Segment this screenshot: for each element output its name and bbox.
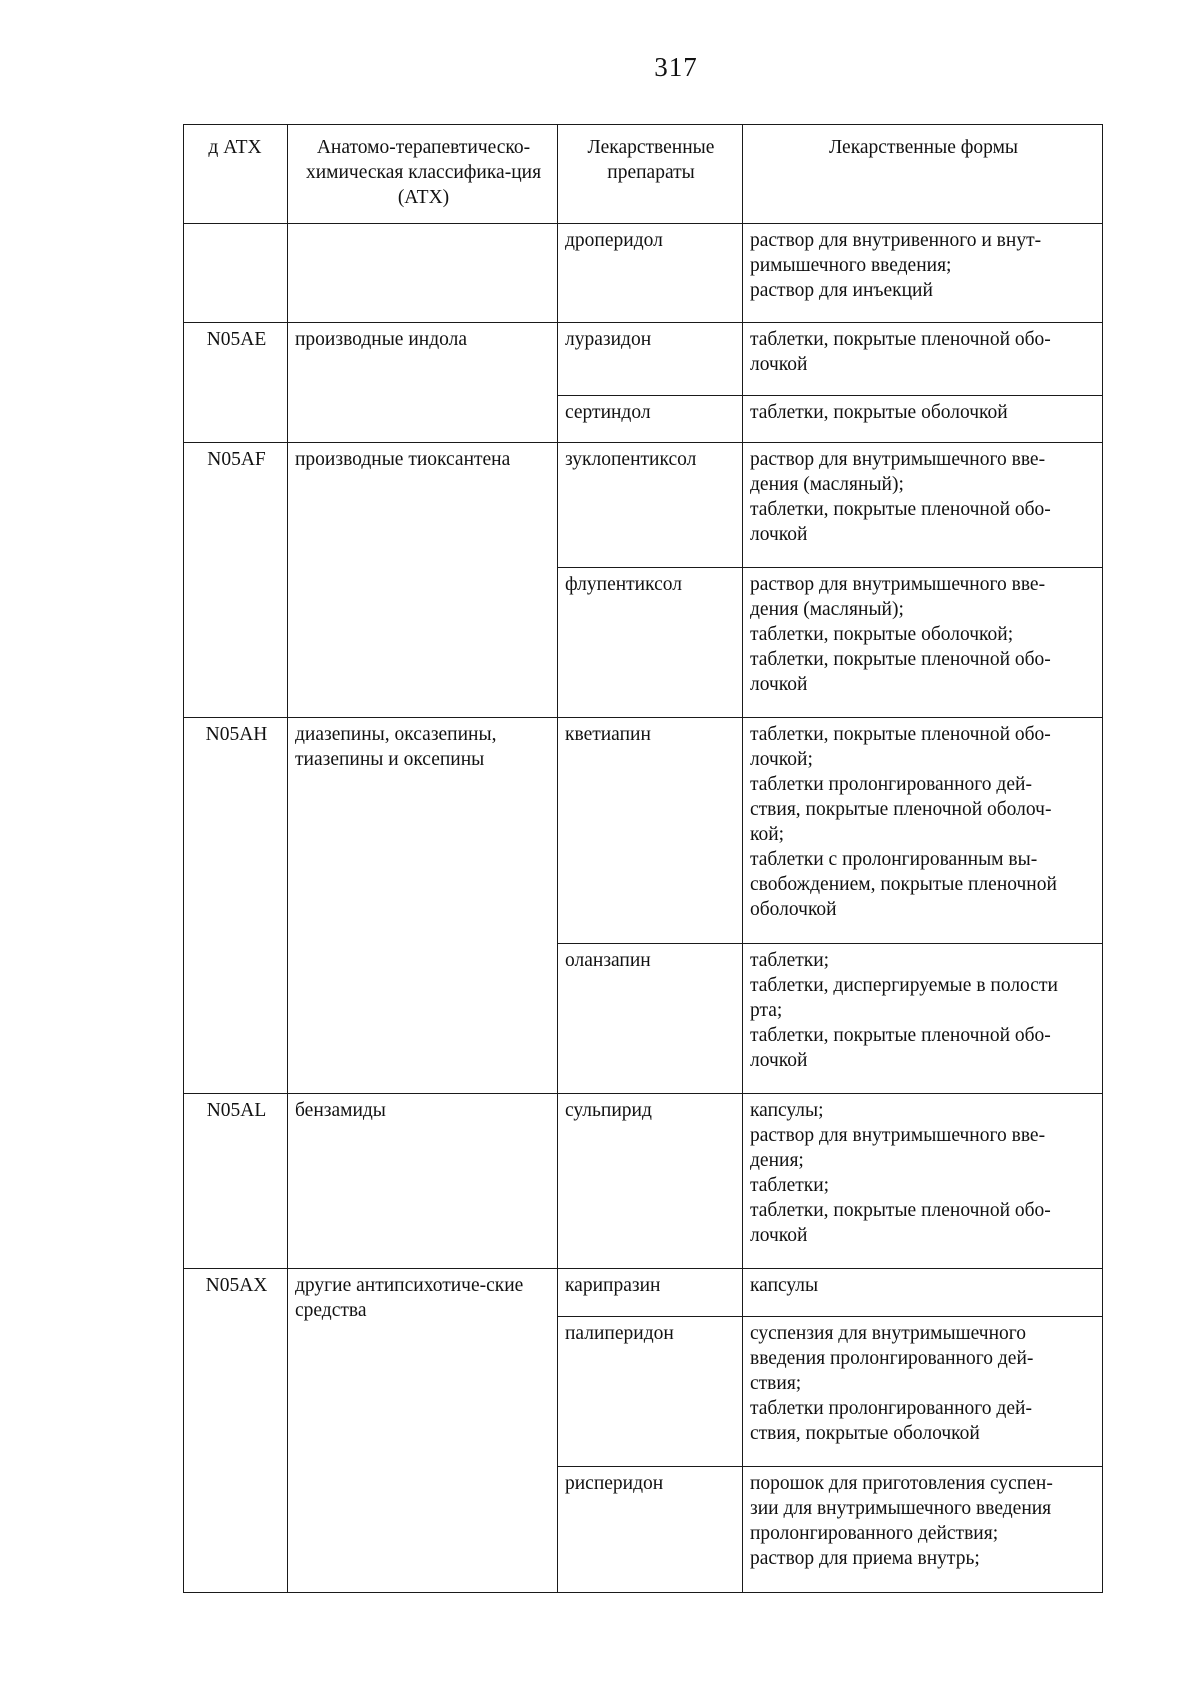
forms-cell bbox=[743, 323, 1103, 396]
form-line: таблетки, покрытые пленочной обо- bbox=[750, 329, 1051, 350]
form-line: кой; bbox=[750, 824, 785, 845]
table-row bbox=[184, 224, 1103, 323]
form-line: лочкой bbox=[750, 354, 808, 375]
form-line: капсулы; bbox=[750, 1100, 824, 1121]
atx-code-cell bbox=[184, 224, 288, 323]
form-line: римышечного введения; bbox=[750, 255, 952, 276]
forms-cell bbox=[743, 443, 1103, 568]
form-line: таблетки, покрытые пленочной обо- bbox=[750, 1025, 1051, 1046]
table-row bbox=[184, 1269, 1103, 1317]
drug-cell: рисперидон bbox=[558, 1467, 743, 1593]
drug-cell: дроперидол bbox=[558, 224, 743, 323]
form-line: суспензия для внутримышечного bbox=[750, 1323, 1027, 1344]
page-number: 317 bbox=[654, 52, 698, 82]
form-line: раствор для внутримышечного вве- bbox=[750, 1125, 1046, 1146]
drug-cell: зуклопентиксол bbox=[558, 443, 743, 568]
form-line: раствор для инъекций bbox=[750, 280, 933, 301]
table-row bbox=[184, 443, 1103, 568]
drug-cell: сульпирид bbox=[558, 1094, 743, 1269]
form-line: таблетки, покрытые пленочной обо- bbox=[750, 499, 1051, 520]
forms-cell bbox=[743, 1467, 1103, 1593]
form-line: ствия, покрытые оболочкой bbox=[750, 1423, 980, 1444]
forms-cell bbox=[743, 1094, 1103, 1269]
form-line: раствор для внутримышечного вве- bbox=[750, 574, 1046, 595]
classification-cell: другие антипсихотиче-ские средства bbox=[288, 1269, 558, 1593]
atx-code-cell: N05AH bbox=[184, 718, 288, 1094]
drug-cell: палиперидон bbox=[558, 1317, 743, 1467]
atx-code-cell: N05AE bbox=[184, 323, 288, 443]
form-line: ствия; bbox=[750, 1373, 802, 1394]
form-line: таблетки, покрытые пленочной обо- bbox=[750, 1200, 1051, 1221]
form-line: таблетки с пролонгированным вы- bbox=[750, 849, 1038, 870]
atx-drug-table bbox=[183, 124, 1103, 1593]
form-line: таблетки пролонгированного дей- bbox=[750, 1398, 1032, 1419]
form-line: дения (масляный); bbox=[750, 599, 904, 620]
header-drugs: Лекарственные препараты bbox=[558, 125, 743, 224]
form-line: таблетки, покрытые пленочной обо- bbox=[750, 649, 1051, 670]
forms-cell bbox=[743, 944, 1103, 1094]
form-line: раствор для приема внутрь; bbox=[750, 1548, 980, 1569]
forms-cell bbox=[743, 568, 1103, 718]
form-line: лочкой bbox=[750, 1050, 808, 1071]
form-line: таблетки, диспергируемые в полости bbox=[750, 975, 1058, 996]
table-header-row bbox=[184, 125, 1103, 224]
form-line: свобождением, покрытые пленочной bbox=[750, 874, 1057, 895]
form-line: таблетки, покрытые оболочкой bbox=[750, 402, 1008, 423]
classification-cell: диазепины, оксазепины, тиазепины и оксепины bbox=[288, 718, 558, 1094]
form-line: капсулы bbox=[750, 1275, 819, 1296]
form-line: порошок для приготовления суспен- bbox=[750, 1473, 1053, 1494]
drug-cell: луразидон bbox=[558, 323, 743, 396]
table-row bbox=[184, 1094, 1103, 1269]
drug-cell: сертиндол bbox=[558, 396, 743, 443]
drug-cell: кветиапин bbox=[558, 718, 743, 944]
form-line: лочкой bbox=[750, 524, 808, 545]
header-classification: Анатомо-терапевтическо-химическая классифика-ция (АТХ) bbox=[288, 125, 558, 224]
atx-code-cell: N05AL bbox=[184, 1094, 288, 1269]
forms-cell bbox=[743, 718, 1103, 944]
classification-cell: производные индола bbox=[288, 323, 558, 443]
table-row bbox=[184, 323, 1103, 396]
form-line: лочкой bbox=[750, 674, 808, 695]
classification-cell bbox=[288, 224, 558, 323]
form-line: введения пролонгированного дей- bbox=[750, 1348, 1034, 1369]
form-line: пролонгированного действия; bbox=[750, 1523, 999, 1544]
atx-code-cell: N05AX bbox=[184, 1269, 288, 1593]
form-line: таблетки; bbox=[750, 1175, 830, 1196]
form-line: рта; bbox=[750, 1000, 783, 1021]
form-line: лочкой; bbox=[750, 749, 813, 770]
form-line: зии для внутримышечного введения bbox=[750, 1498, 1052, 1519]
form-line: дения (масляный); bbox=[750, 474, 904, 495]
form-line: ствия, покрытые пленочной оболоч- bbox=[750, 799, 1052, 820]
drug-cell: оланзапин bbox=[558, 944, 743, 1094]
form-line: раствор для внутривенного и внут- bbox=[750, 230, 1042, 251]
form-line: таблетки; bbox=[750, 950, 830, 971]
form-line: оболочкой bbox=[750, 899, 837, 920]
form-line: таблетки, покрытые оболочкой; bbox=[750, 624, 1014, 645]
table-row bbox=[184, 718, 1103, 944]
form-line: таблетки, покрытые пленочной обо- bbox=[750, 724, 1051, 745]
forms-cell bbox=[743, 1317, 1103, 1467]
classification-cell: производные тиоксантена bbox=[288, 443, 558, 718]
drug-cell: флупентиксол bbox=[558, 568, 743, 718]
forms-cell bbox=[743, 224, 1103, 323]
form-line: раствор для внутримышечного вве- bbox=[750, 449, 1046, 470]
form-line: таблетки пролонгированного дей- bbox=[750, 774, 1032, 795]
header-atx-code: д АТХ bbox=[184, 125, 288, 224]
classification-cell: бензамиды bbox=[288, 1094, 558, 1269]
form-line: дения; bbox=[750, 1150, 804, 1171]
forms-cell bbox=[743, 396, 1103, 443]
forms-cell bbox=[743, 1269, 1103, 1317]
header-dosage-forms: Лекарственные формы bbox=[743, 125, 1103, 224]
atx-code-cell: N05AF bbox=[184, 443, 288, 718]
form-line: лочкой bbox=[750, 1225, 808, 1246]
drug-cell: карипразин bbox=[558, 1269, 743, 1317]
